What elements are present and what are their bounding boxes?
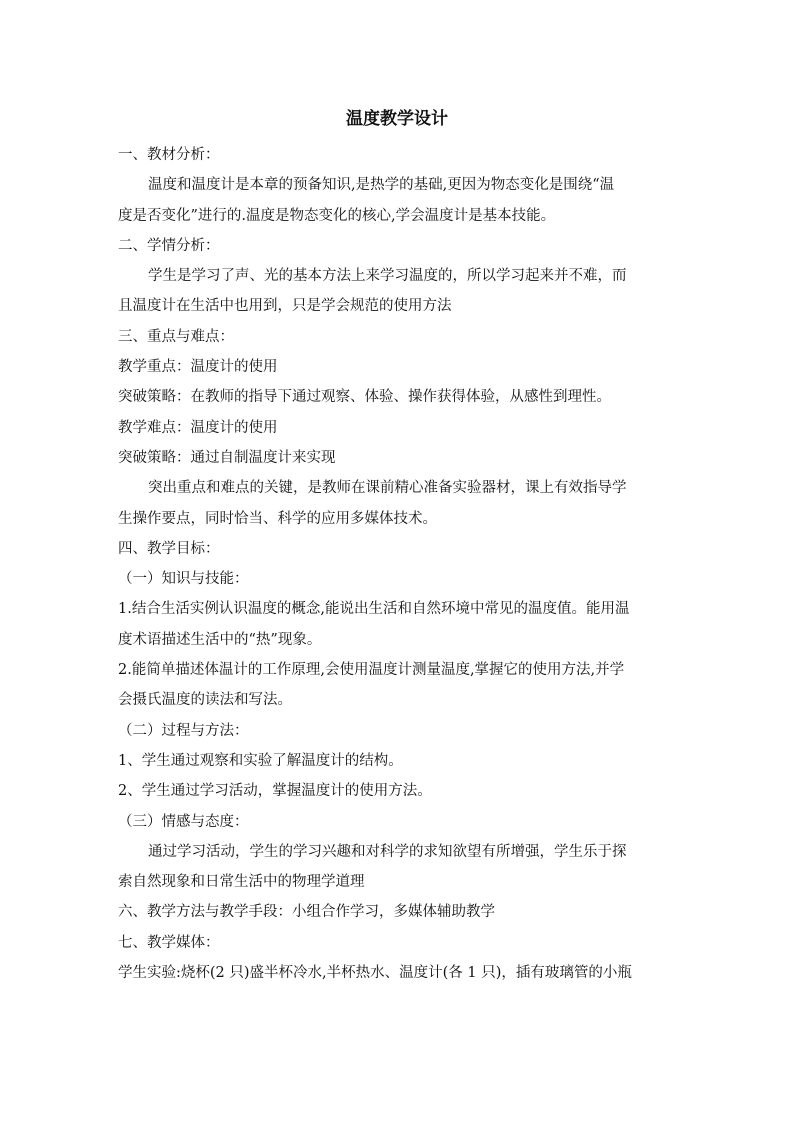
text-line: （三）情感与态度： bbox=[118, 813, 249, 830]
text-line: 生操作要点，同时恰当、科学的应用多媒体技术。 bbox=[118, 510, 437, 527]
document-title: 温度教学设计 bbox=[346, 109, 448, 129]
text-line: 突破策略：在教师的指导下通过观察、体验、操作获得体验，从感性到理性。 bbox=[118, 389, 611, 406]
text-line: 1、学生通过观察和实验了解温度计的结构。 bbox=[118, 752, 403, 769]
text-line: 1.结合生活实例认识温度的概念,能说出生活和自然环境中常见的温度值。能用温 bbox=[118, 601, 630, 618]
document-body bbox=[118, 140, 680, 988]
text-line: 二、学情分析： bbox=[118, 237, 220, 254]
text-line: 度是否变化”进行的.温度是物态变化的核心,学会温度计是基本技能。 bbox=[118, 207, 556, 224]
text-line: 2.能简单描述体温计的工作原理,会使用温度计测量温度,掌握它的使用方法,并学 bbox=[118, 662, 625, 679]
text-line: 会摄氏温度的读法和写法。 bbox=[118, 692, 292, 709]
text-line: 突出重点和难点的关键，是教师在课前精心准备实验器材，课上有效指导学 bbox=[148, 480, 627, 497]
text-line: 六、教学方法与教学手段：小组合作学习，多媒体辅助教学 bbox=[118, 904, 495, 921]
text-line: 七、教学媒体： bbox=[118, 934, 220, 951]
text-line: 教学难点：温度计的使用 bbox=[118, 419, 278, 436]
text-line: 且温度计在生活中也用到，只是学会规范的使用方法 bbox=[118, 298, 452, 315]
text-line: 学生是学习了声、光的基本方法上来学习温度的，所以学习起来并不难，而 bbox=[148, 268, 627, 285]
text-line: （一）知识与技能： bbox=[118, 571, 249, 588]
text-line: 通过学习活动，学生的学习兴趣和对科学的求知欲望有所增强，学生乐于探 bbox=[148, 843, 627, 860]
text-line: 度术语描述生活中的“热”现象。 bbox=[118, 631, 322, 648]
text-line: 2、学生通过学习活动，掌握温度计的使用方法。 bbox=[118, 783, 432, 800]
text-line: （二）过程与方法： bbox=[118, 722, 249, 739]
text-line: 索自然现象和日常生活中的物理学道理 bbox=[118, 874, 365, 891]
text-line: 一、教材分析： bbox=[118, 147, 220, 163]
text-line: 三、重点与难点： bbox=[118, 328, 234, 345]
text-line: 突破策略：通过自制温度计来实现 bbox=[118, 449, 336, 466]
text-line: 四、教学目标： bbox=[118, 540, 220, 557]
text-line: 教学重点：温度计的使用 bbox=[118, 359, 278, 376]
text-line: 学生实验:烧杯(2 只)盛半杯冷水,半杯热水、温度计(各 1 只)，插有玻璃管的小瓶 bbox=[118, 965, 632, 982]
text-line: 温度和温度计是本章的预备知识,是热学的基础,更因为物态变化是围绕“温 bbox=[148, 177, 615, 194]
